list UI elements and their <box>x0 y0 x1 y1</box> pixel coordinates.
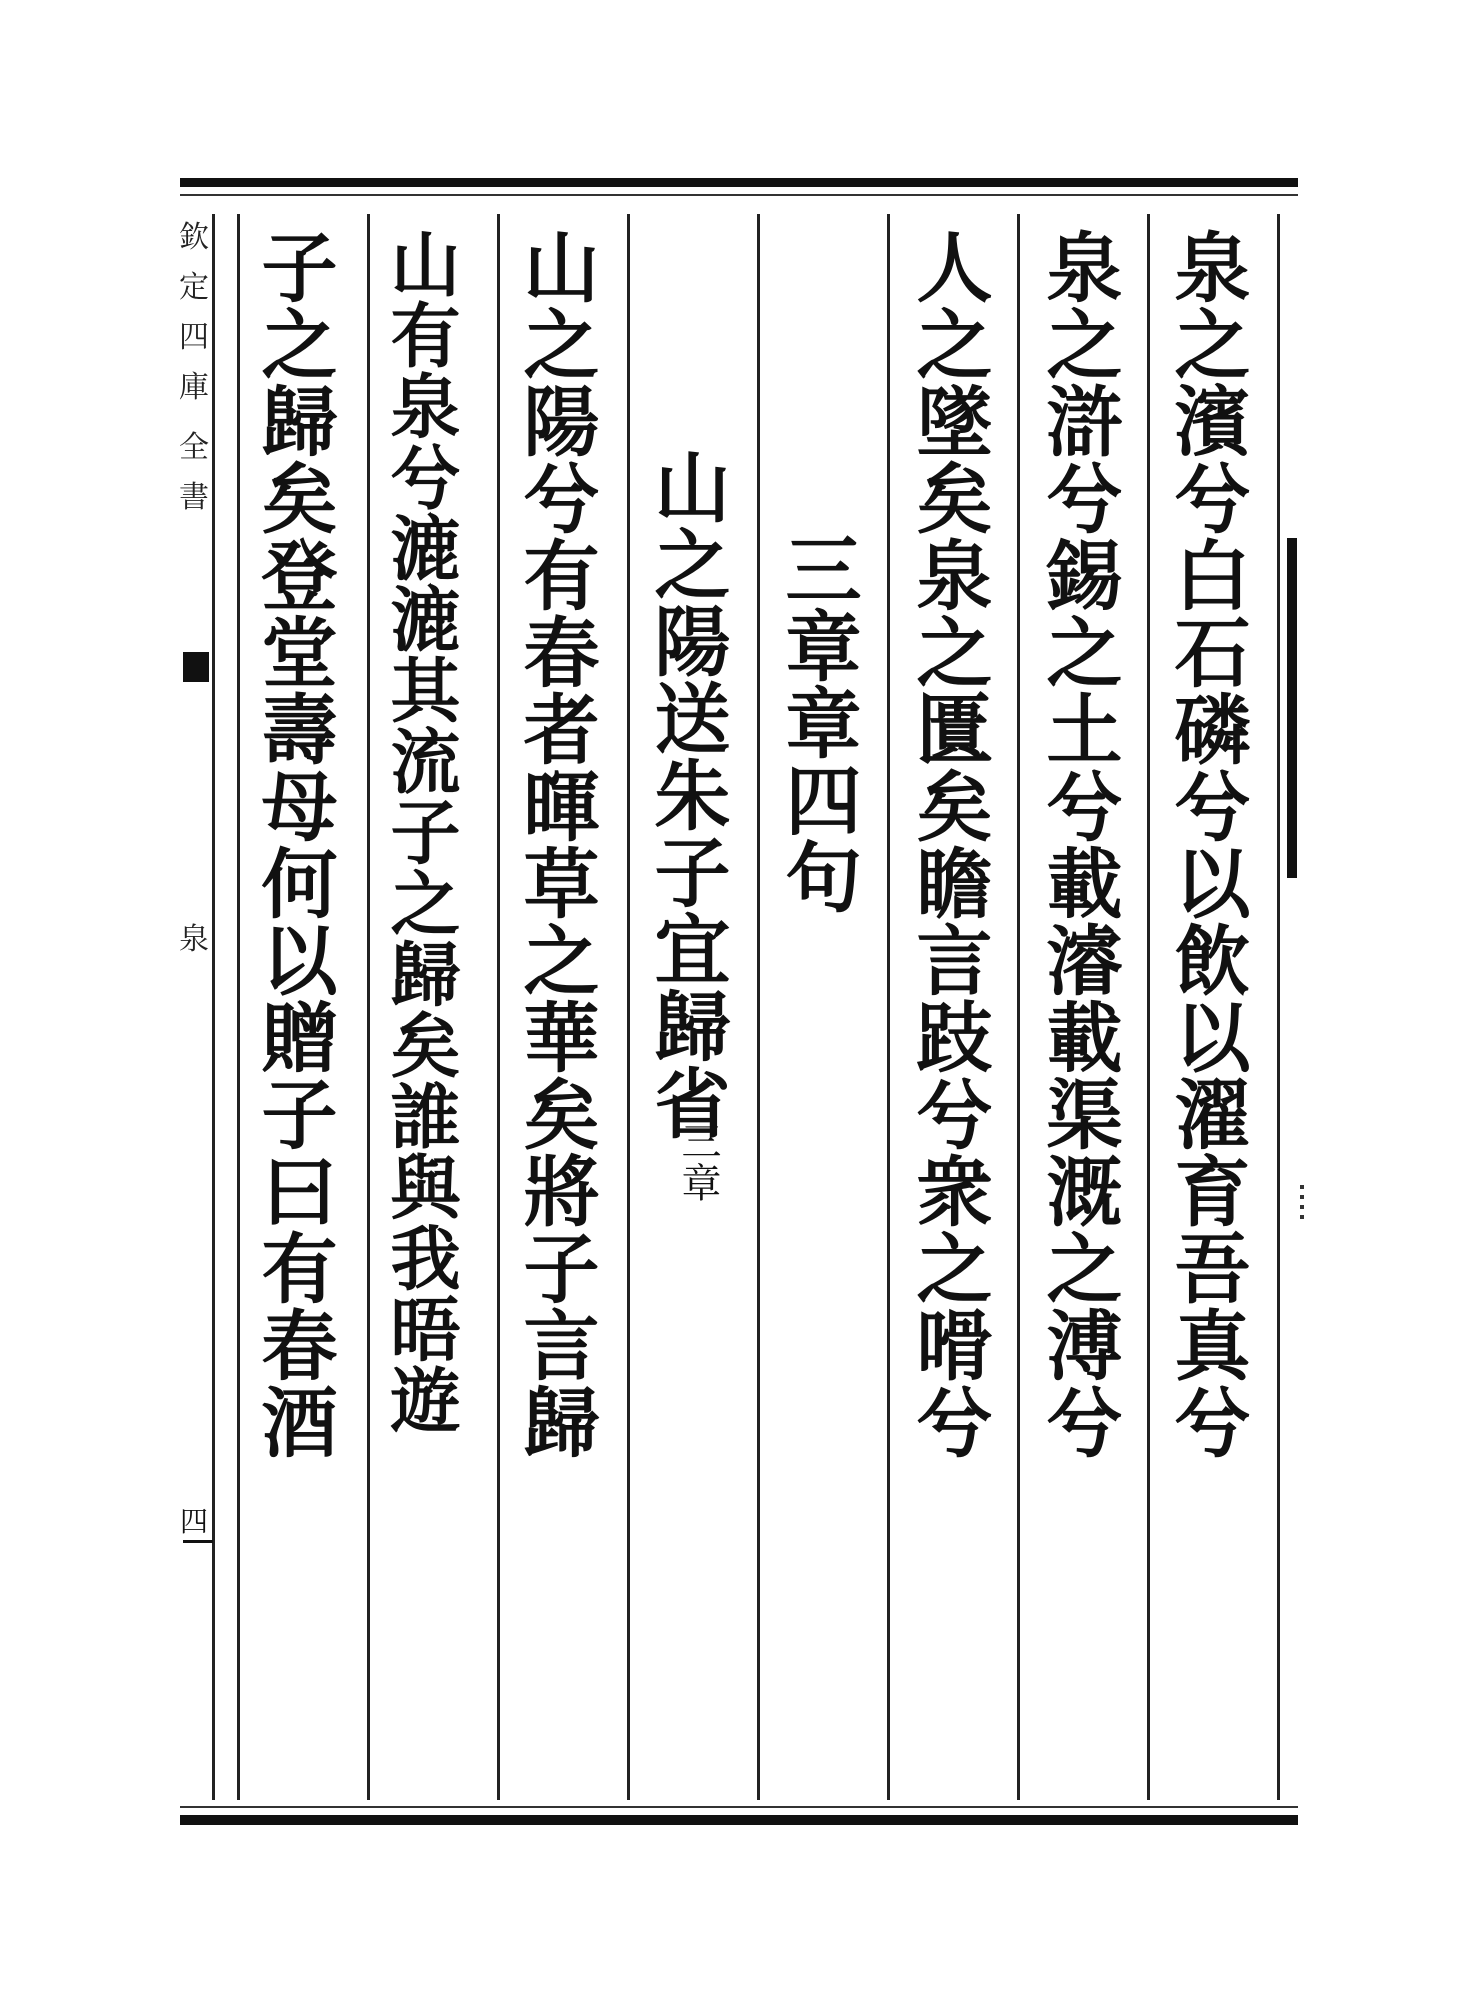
margin-ink-bar <box>1287 538 1297 878</box>
column-divider <box>237 214 240 1800</box>
fore-edge-char: 書 <box>179 480 209 515</box>
text-column-6: 山有泉兮漉漉其流子之歸矣誰與我晤遊 <box>379 228 462 1435</box>
fore-edge-char: 欽 <box>179 220 209 255</box>
column-divider <box>627 214 630 1800</box>
fore-edge-char: 四 <box>179 320 209 355</box>
chapter-count-line: 三章章四句 <box>773 530 862 915</box>
text-column-3: 人之墜矣泉之匱矣瞻言跂兮衆之嗗兮 <box>904 228 993 1460</box>
page-number: 四 <box>179 1505 208 1538</box>
top-border-rule <box>180 178 1298 187</box>
top-border-rule-inner <box>180 194 1298 196</box>
fore-edge-char: 全 <box>179 430 209 465</box>
column-divider <box>757 214 760 1800</box>
margin-dots <box>1300 1185 1304 1225</box>
bottom-border-rule <box>180 1815 1298 1825</box>
column-divider <box>497 214 500 1800</box>
text-column-5: 山之陽兮有春者暉草之華矣將子言歸 <box>511 228 600 1460</box>
page-number-tick <box>183 1540 213 1543</box>
fishtail-mark <box>183 652 209 682</box>
fore-edge-section: 泉 <box>179 922 209 957</box>
poem-title-note: 三章 <box>675 1120 721 1204</box>
column-divider <box>887 214 890 1800</box>
column-divider <box>1017 214 1020 1800</box>
poem-title: 山之陽送朱子宜歸省 <box>642 448 731 1141</box>
text-column-1: 泉之濱兮白石磷兮以飲以濯育吾真兮 <box>1162 228 1251 1460</box>
fore-edge-char: 庫 <box>179 370 209 405</box>
fore-edge-char: 定 <box>179 270 209 305</box>
right-border-line <box>1277 214 1280 1800</box>
column-divider <box>1147 214 1150 1800</box>
bottom-border-rule-inner <box>180 1806 1298 1808</box>
column-divider <box>367 214 370 1800</box>
text-column-2: 泉之滸兮錫之土兮載濬載渠溉之溥兮 <box>1034 228 1123 1460</box>
text-column-7: 子之歸矣登堂壽母何以贈子曰有春酒 <box>249 228 338 1460</box>
